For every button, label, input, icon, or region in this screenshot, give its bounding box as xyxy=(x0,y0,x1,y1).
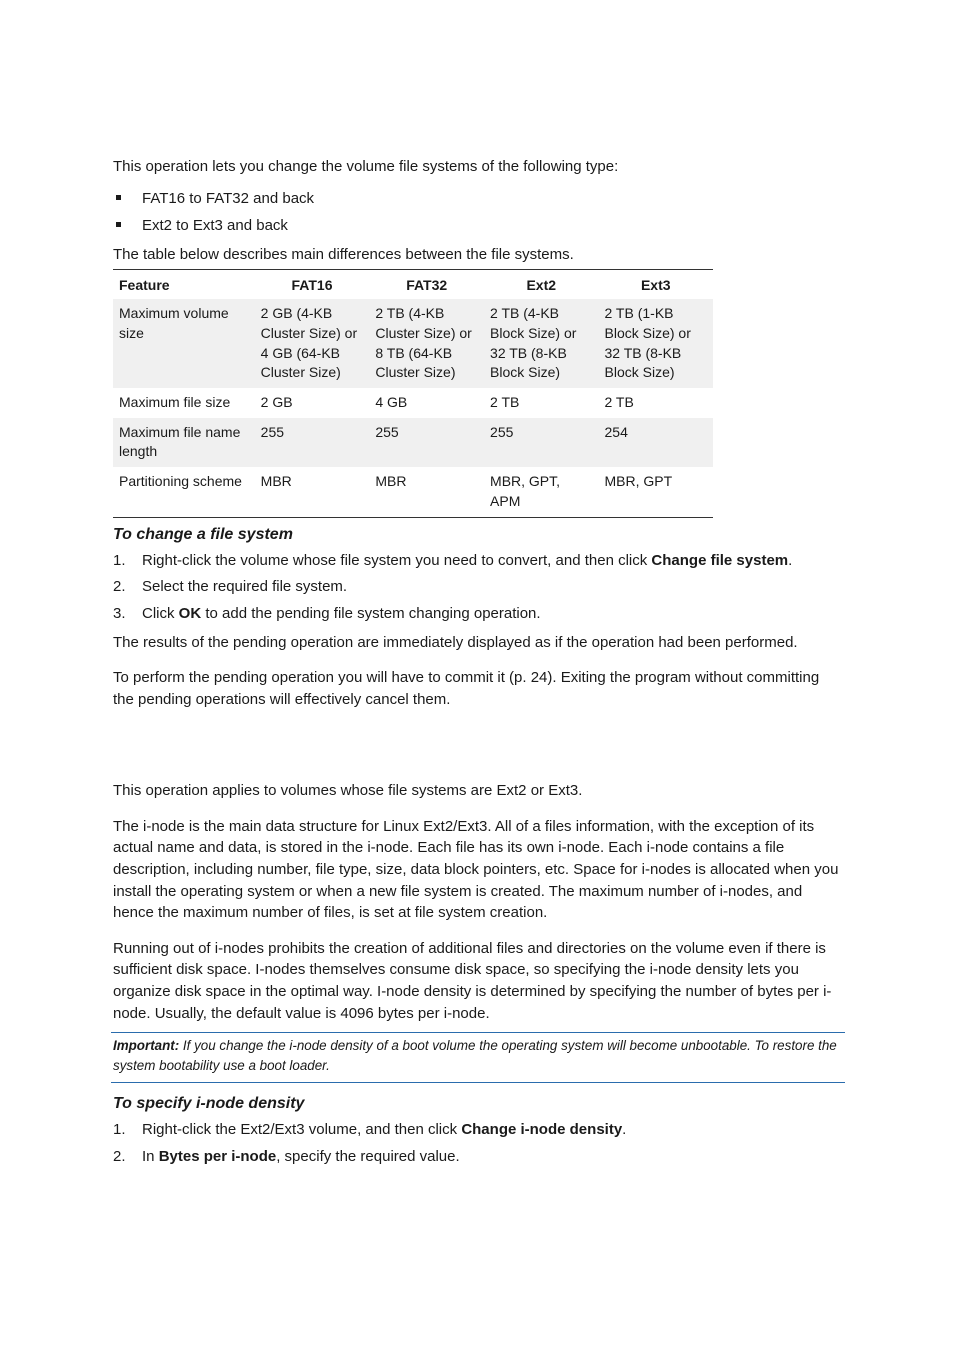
table-cell: 2 GB xyxy=(260,394,293,410)
file-system-table xyxy=(113,269,713,517)
list-item: FAT16 to FAT32 and back xyxy=(113,188,843,209)
table-cell: Maximum file size xyxy=(119,394,231,410)
table-cell: 2 TB xyxy=(604,394,634,410)
table-row xyxy=(113,467,713,517)
list-item: Ext2 to Ext3 and back xyxy=(113,215,843,236)
procedure-steps-inode-density xyxy=(113,1119,843,1167)
table-row xyxy=(113,418,713,467)
note-text: If you change the i-node density of a boot volume the operating system will become unbootable. To restore the system bootability use a boot loader. xyxy=(113,1038,837,1074)
important-note xyxy=(111,1032,845,1083)
square-bullet-icon xyxy=(116,222,121,227)
table-cell: 2 TB (4-KB Cluster Size) or 8 TB (64-KB Cluster Size) xyxy=(369,299,484,388)
result-paragraph: The results of the pending operation are immediately displayed as if the operation had been performed. xyxy=(113,633,798,651)
procedure-step: 1. Right-click the Ext2/Ext3 volume, and then click Change i-node density. xyxy=(113,1121,627,1139)
table-cell: 255 xyxy=(484,418,598,467)
table-cell: MBR, GPT, APM xyxy=(490,473,561,509)
table-cell: 2 GB (4-KB Cluster Size) or 4 GB (64-KB Cluster Size) xyxy=(255,299,370,388)
page-content xyxy=(113,156,843,1175)
table-cell: Maximum volume size xyxy=(113,299,255,388)
table-cell: MBR xyxy=(375,473,407,490)
table-cell: 255 xyxy=(255,418,370,467)
column-header: Ext3 xyxy=(640,277,671,294)
column-header: Feature xyxy=(119,277,170,294)
table-cell: 2 TB (1-KB Block Size) or 32 TB (8-KB Block Size) xyxy=(599,299,714,388)
procedure-step: 2. In Bytes per i-node, specify the required value. xyxy=(113,1147,460,1165)
procedure-title-inode-density: To specify i-node density xyxy=(113,1095,305,1113)
table-row xyxy=(113,299,713,388)
table-cell: Maximum file name length xyxy=(113,418,255,467)
procedure-step: 2. Select the required file system. xyxy=(113,578,348,596)
note-lead: Important: xyxy=(113,1038,180,1054)
inode-intro-paragraph: This operation applies to volumes whose file systems are Ext2 or Ext3. xyxy=(113,782,583,800)
table-cell: Partitioning scheme xyxy=(119,473,242,490)
procedure-step: 1. Right-click the volume whose file system you need to convert, and then click Change file system. xyxy=(113,551,793,569)
table-cell: 255 xyxy=(369,418,484,467)
table-cell: 2 TB (4-KB Block Size) or 32 TB (8-KB Block Size) xyxy=(484,299,598,388)
inode-density-paragraph: Running out of i-nodes prohibits the creation of additional files and directories on the volume even if there is sufficient disk space. I-nodes themselves consume disk space, so specifying the i-node density lets you organize disk space in the optimal way. I-node density is determined by specifying the number of bytes per i-node. Usually, the default value is 4096 bytes per i-node. xyxy=(113,939,832,1022)
table-cell: 2 TB xyxy=(490,394,520,410)
table-cell: MBR xyxy=(260,473,292,490)
table-header-row xyxy=(113,270,713,300)
section-spacer xyxy=(113,710,843,780)
inode-description-paragraph: The i-node is the main data structure for Linux Ext2/Ext3. All of a files information, with the exception of its actual name and data, is stored in the i-node. Each file has its own i-node. Each i-node contains a file description, including number, file type, size, data block pointers, etc. Space for i-nodes is allocated when you install the operating system or when a new file system is created. The maximum number of i-nodes, and hence the maximum number of files, is set at file system creation. xyxy=(113,817,839,922)
table-row xyxy=(113,388,713,418)
table-cell: 254 xyxy=(599,418,714,467)
intro-paragraph: This operation lets you change the volume file systems of the following type: xyxy=(113,158,619,175)
table-cell: 4 GB xyxy=(375,394,408,410)
commit-paragraph: To perform the pending operation you will have to commit it (p. 24). Exiting the program without committing the pending operations will effectively cancel them. xyxy=(113,669,820,708)
conversion-list xyxy=(113,188,843,236)
table-cell: MBR, GPT xyxy=(604,473,673,490)
procedure-steps-change-file-system xyxy=(113,550,843,624)
procedure-step: 3. Click OK to add the pending file system changing operation. xyxy=(113,604,541,622)
procedure-title-change-file-system: To change a file system xyxy=(113,525,293,543)
square-bullet-icon xyxy=(116,195,121,200)
column-header: Ext2 xyxy=(526,277,557,294)
column-header: FAT16 xyxy=(291,277,333,294)
column-header: FAT32 xyxy=(406,277,448,294)
table-intro: The table below describes main differences between the file systems. xyxy=(113,245,574,263)
